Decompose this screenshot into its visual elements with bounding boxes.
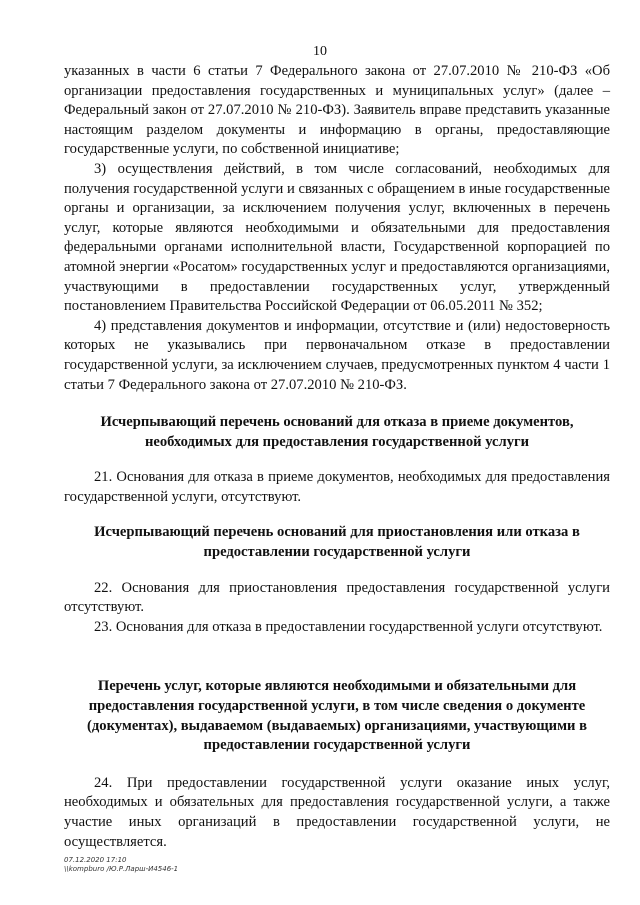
paragraph-22: 22. Основания для приостановления предоставления государственной услуги отсутствуют. <box>64 579 610 616</box>
paragraph-24: 24. При предоставлении государственной услуги оказание иных услуг, необходимых и обязательных для предоставления государственной услуги, а также участие иных организаций в предоставлении государственной услуги, не осуществляется. <box>64 774 610 850</box>
paragraph-item-4: 4) представления документов и информации, отсутствие и (или) недостоверность которых не указывались при первоначальном отказе в предоставлении государственной услуги, за исключением случаев, предусмотренных пунктом 4 части 1 статьи 7 Федерального закона от 27.07.2010 № 210-ФЗ. <box>64 317 610 393</box>
page-number: 10 <box>313 44 327 59</box>
paragraph-continuation: указанных в части 6 статьи 7 Федерального закона от 27.07.2010 № 210-ФЗ «Об организации предоставления государственных и муниципальных услуг» (далее – Федеральный закон от 27.07.2010 № 210-ФЗ). Заявитель вправе представить указанные настоящим разделом документы и информацию в органы, предоставляющие государственные услуги, по собственной инициативе; <box>64 63 610 158</box>
section-heading-refusal-documents: Исчерпывающий перечень оснований для отказа в приеме документов, необходимых для предоставления государственной услуги <box>100 414 574 450</box>
section-heading-suspension: Исчерпывающий перечень оснований для приостановления или отказа в предоставлении государственной услуги <box>94 524 580 561</box>
paragraph-item-3: 3) осуществления действий, в том числе согласований, необходимых для получения государственной услуги и связанных с обращением в иные государственные органы и организации, за исключением получения услуг, включенных в перечень услуг, которые являются необходимыми и обязательными для предоставления федеральными органами исполнительной власти, Государственной корпорацией по атомной энергии «Росатом» государственных услуг и предоставляются организациями, участвующими в предоставлении государственных услуг, утвержденный постановлением Правительства Российской Федерации от 06.05.2011 № 352; <box>64 160 610 315</box>
document-body <box>64 62 610 852</box>
document-footer <box>64 856 178 874</box>
paragraph-21: 21. Основания для отказа в приеме документов, необходимых для предоставления государственной услуги, отсутствуют. <box>64 469 610 505</box>
paragraph-23: 23. Основания для отказа в предоставлении государственной услуги отсутствуют. <box>94 618 603 635</box>
footer-path: \\kompburo /Ю.Р.Ларш-И4546-1 <box>64 865 179 873</box>
section-heading-required-services: Перечень услуг, которые являются необходимыми и обязательными для предоставления государственной услуги, в том числе сведения о документе (документах), выдаваемом (выдаваемых) организациями, участвующими в предоставлении государственной услуги <box>87 678 587 754</box>
footer-date: 07.12.2020 17:10 <box>64 856 127 864</box>
